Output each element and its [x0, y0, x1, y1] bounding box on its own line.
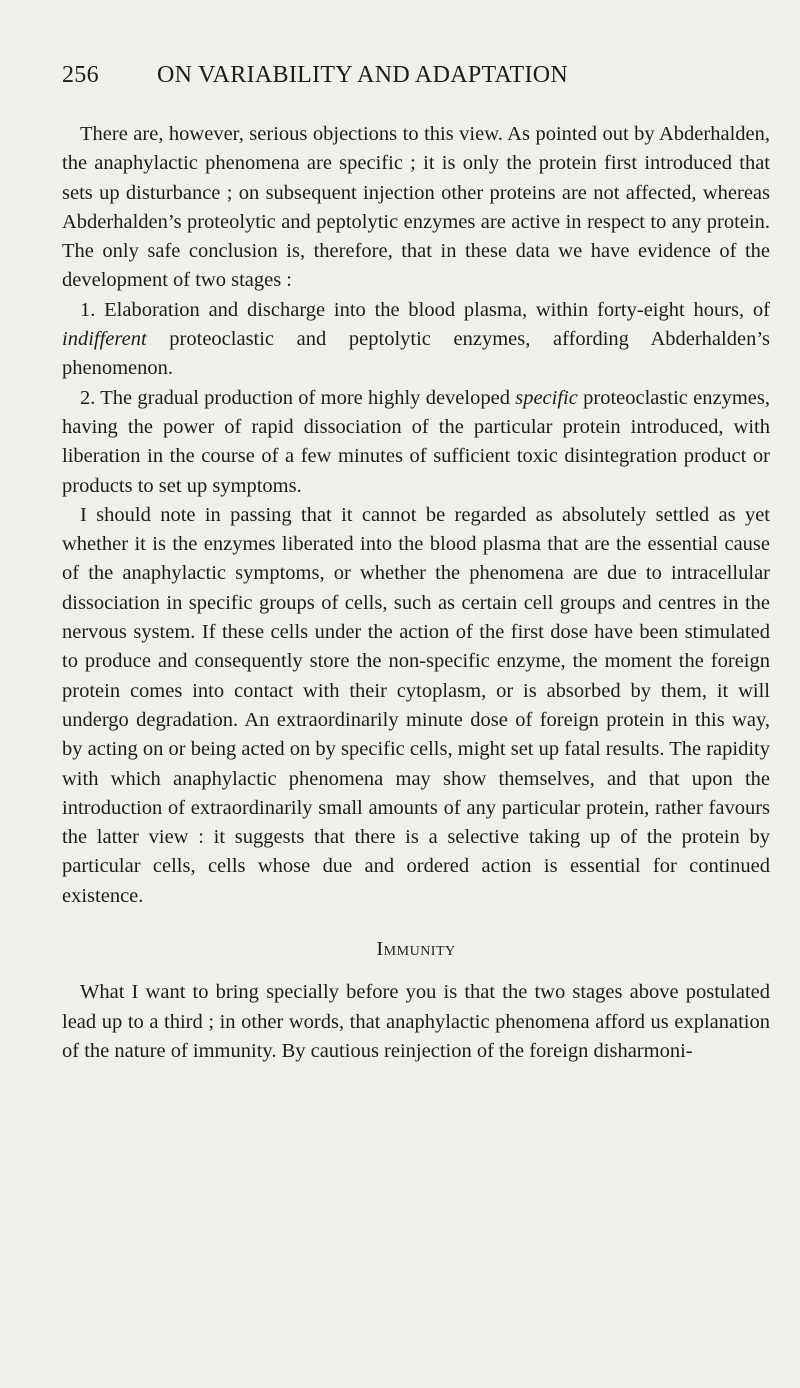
paragraph-immunity: What I want to bring specially before you is that the two stages above postulated lead up to a third ; in other words, that anaphylactic phenomena afford us explanation of the nature of immunity. By cautious reinjection of the foreign disharmoni-: [62, 981, 770, 1062]
paragraph-objections: There are, however, serious objections to this view. As pointed out by Abderhalden, the anaphylactic phenomena are specific ; it is only the protein first introduced that sets up disturbance ; on subsequent injection other proteins are not affected, whereas Abderhalden’s proteolytic and peptolytic enzymes are active in respect to any protein. The only safe conclusion is, therefore, that in these data we have evidence of the development of two stages :: [62, 123, 770, 292]
stage-two-text-a: 2. The gradual production of more highly developed: [80, 386, 516, 409]
stage-one-text-b: proteoclastic and peptolytic enzymes, affording Abderhalden’s phenomenon.: [62, 328, 770, 380]
stage-two-text-b: proteoclastic enzymes, having the power of rapid dissociation of the particular protein introduced, with liberation in the course of a few minutes of sufficient toxic disintegration product or products to set up symptoms.: [62, 386, 770, 497]
stage-one-text-a: 1. Elaboration and discharge into the blood plasma, within forty-eight hours, of: [80, 298, 770, 321]
running-head: [62, 62, 770, 92]
paragraph-stage-one: [62, 296, 770, 384]
emphasis-specific: specific: [515, 386, 578, 409]
book-page: [62, 62, 770, 1066]
paragraph-passing-note: I should note in passing that it cannot be regarded as absolutely settled as yet whether it is the enzymes liberated into the blood plasma that are the essential cause of the anaphylactic symptoms, or whether the phenomena are due to intracellular dissociation in specific groups of cells, such as certain cell groups and centres in the nervous system. If these cells under the action of the first dose have been stimulated to produce and consequently store the non-specific enzyme, the moment the foreign protein comes into contact with their cytoplasm, or is absorbed by them, it will undergo degradation. An extraordinarily minute dose of foreign protein in this way, by acting on or being acted on by specific cells, might set up fatal results. The rapidity with which anaphylactic phenomena may show themselves, and that upon the introduction of extraordinarily small amounts of any particular protein, rather favours the latter view : it suggests that there is a selective taking up of the protein by particular cells, cells whose due and ordered action is essential for continued existence.: [62, 503, 770, 907]
running-head-title: ON VARIABILITY AND ADAPTATION: [157, 62, 569, 88]
page-number: 256: [62, 62, 99, 88]
emphasis-indifferent: indifferent: [62, 328, 147, 351]
section-heading-immunity: Immunity: [376, 938, 456, 961]
paragraph-stage-two: [62, 384, 770, 501]
body-text: [62, 120, 770, 1066]
